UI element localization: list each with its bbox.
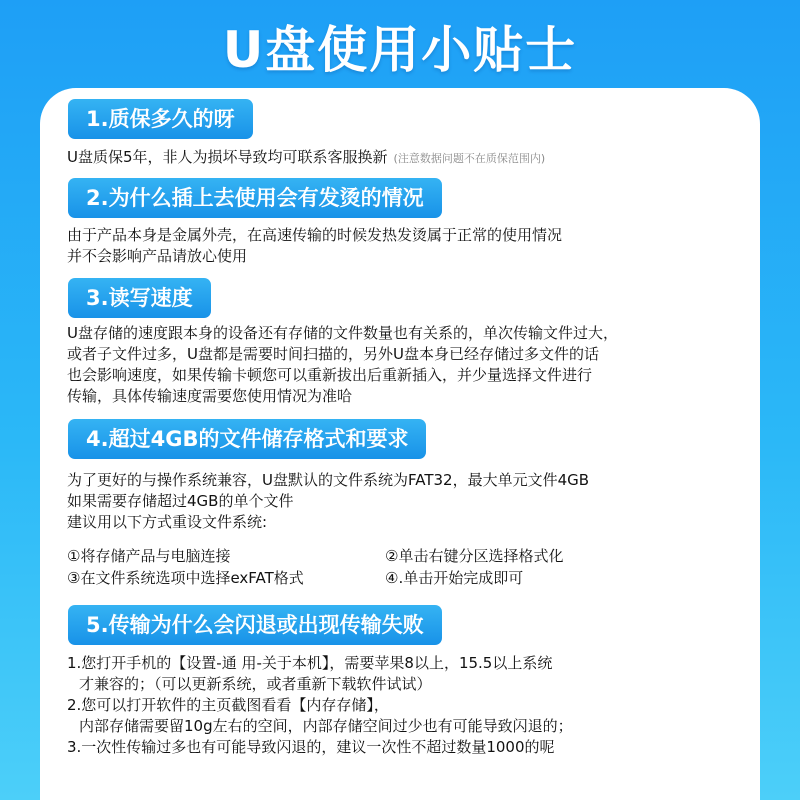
section-3-line-2: 或者子文件过多，U盘都是需要时间扫描的，另外U盘本身已经存储过多文件的话 — [67, 345, 599, 363]
section-2-body — [67, 225, 562, 267]
section-5-line-2: 才兼容的；（可以更新系统，或者重新下载软件试试） — [79, 675, 432, 693]
section-3-line-1: U盘存储的速度跟本身的设备还有存储的文件数量也有关系的，单次传输文件过大， — [67, 324, 618, 342]
section-5-heading: 5.传输为什么会闪退或出现传输失败 — [68, 605, 442, 645]
section-3-heading: 3.读写速度 — [68, 278, 211, 318]
section-3-line-4: 传输，具体传输速度需要您使用情况为准哈 — [67, 387, 353, 405]
step-3: ③在文件系统选项中选择exFAT格式 — [67, 569, 304, 587]
step-1: ①将存储产品与电脑连接 — [67, 547, 231, 565]
section-1-note: (注意数据问题不在质保范围内) — [393, 152, 546, 165]
section-1-text: U盘质保5年，非人为损坏导致均可联系客服换新 — [67, 148, 388, 166]
section-1-heading: 1.质保多久的呀 — [68, 99, 253, 139]
section-4-line-3: 建议用以下方式重设文件系统: — [67, 513, 268, 531]
section-3-body — [67, 323, 618, 407]
page-title: U盘使用小贴士 — [222, 21, 578, 79]
section-3-line-3: 也会影响速度，如果传输卡顿您可以重新拔出后重新插入，并少量选择文件进行 — [67, 366, 593, 384]
section-5-line-3: 2.您可以打开软件的主页截图看看【内存存储】， — [67, 696, 389, 714]
section-4-line-2: 如果需要存储超过4GB的单个文件 — [67, 492, 294, 510]
step-2: ②单击右键分区选择格式化 — [385, 547, 564, 565]
section-5-line-4: 内部存储需要留10g左右的空间，内部存储空间过少也有可能导致闪退的； — [79, 717, 573, 735]
section-5-line-1: 1.您打开手机的【设置-通 用-关于本机】，需要苹果8以上，15.5以上系统 — [67, 654, 553, 672]
section-4-line-1: 为了更好的与操作系统兼容，U盘默认的文件系统为FAT32，最大单元文件4GB — [67, 471, 590, 489]
section-2-line-1: 由于产品本身是金属外壳，在高速传输的时候发热发烫属于正常的使用情况 — [67, 226, 563, 244]
section-4-heading: 4.超过4GB的文件储存格式和要求 — [68, 419, 426, 459]
section-2-line-2: 并不会影响产品请放心使用 — [67, 247, 248, 265]
section-1-line — [67, 147, 545, 168]
step-4: ④.单击开始完成即可 — [385, 569, 524, 587]
section-5-line-5: 3.一次性传输过多也有可能导致闪退的，建议一次性不超过数量1000的呢 — [67, 738, 555, 756]
section-1-body — [67, 147, 545, 168]
section-2-heading: 2.为什么插上去使用会有发烫的情况 — [68, 178, 442, 218]
section-5-body — [67, 653, 573, 758]
section-4-body — [67, 470, 589, 533]
